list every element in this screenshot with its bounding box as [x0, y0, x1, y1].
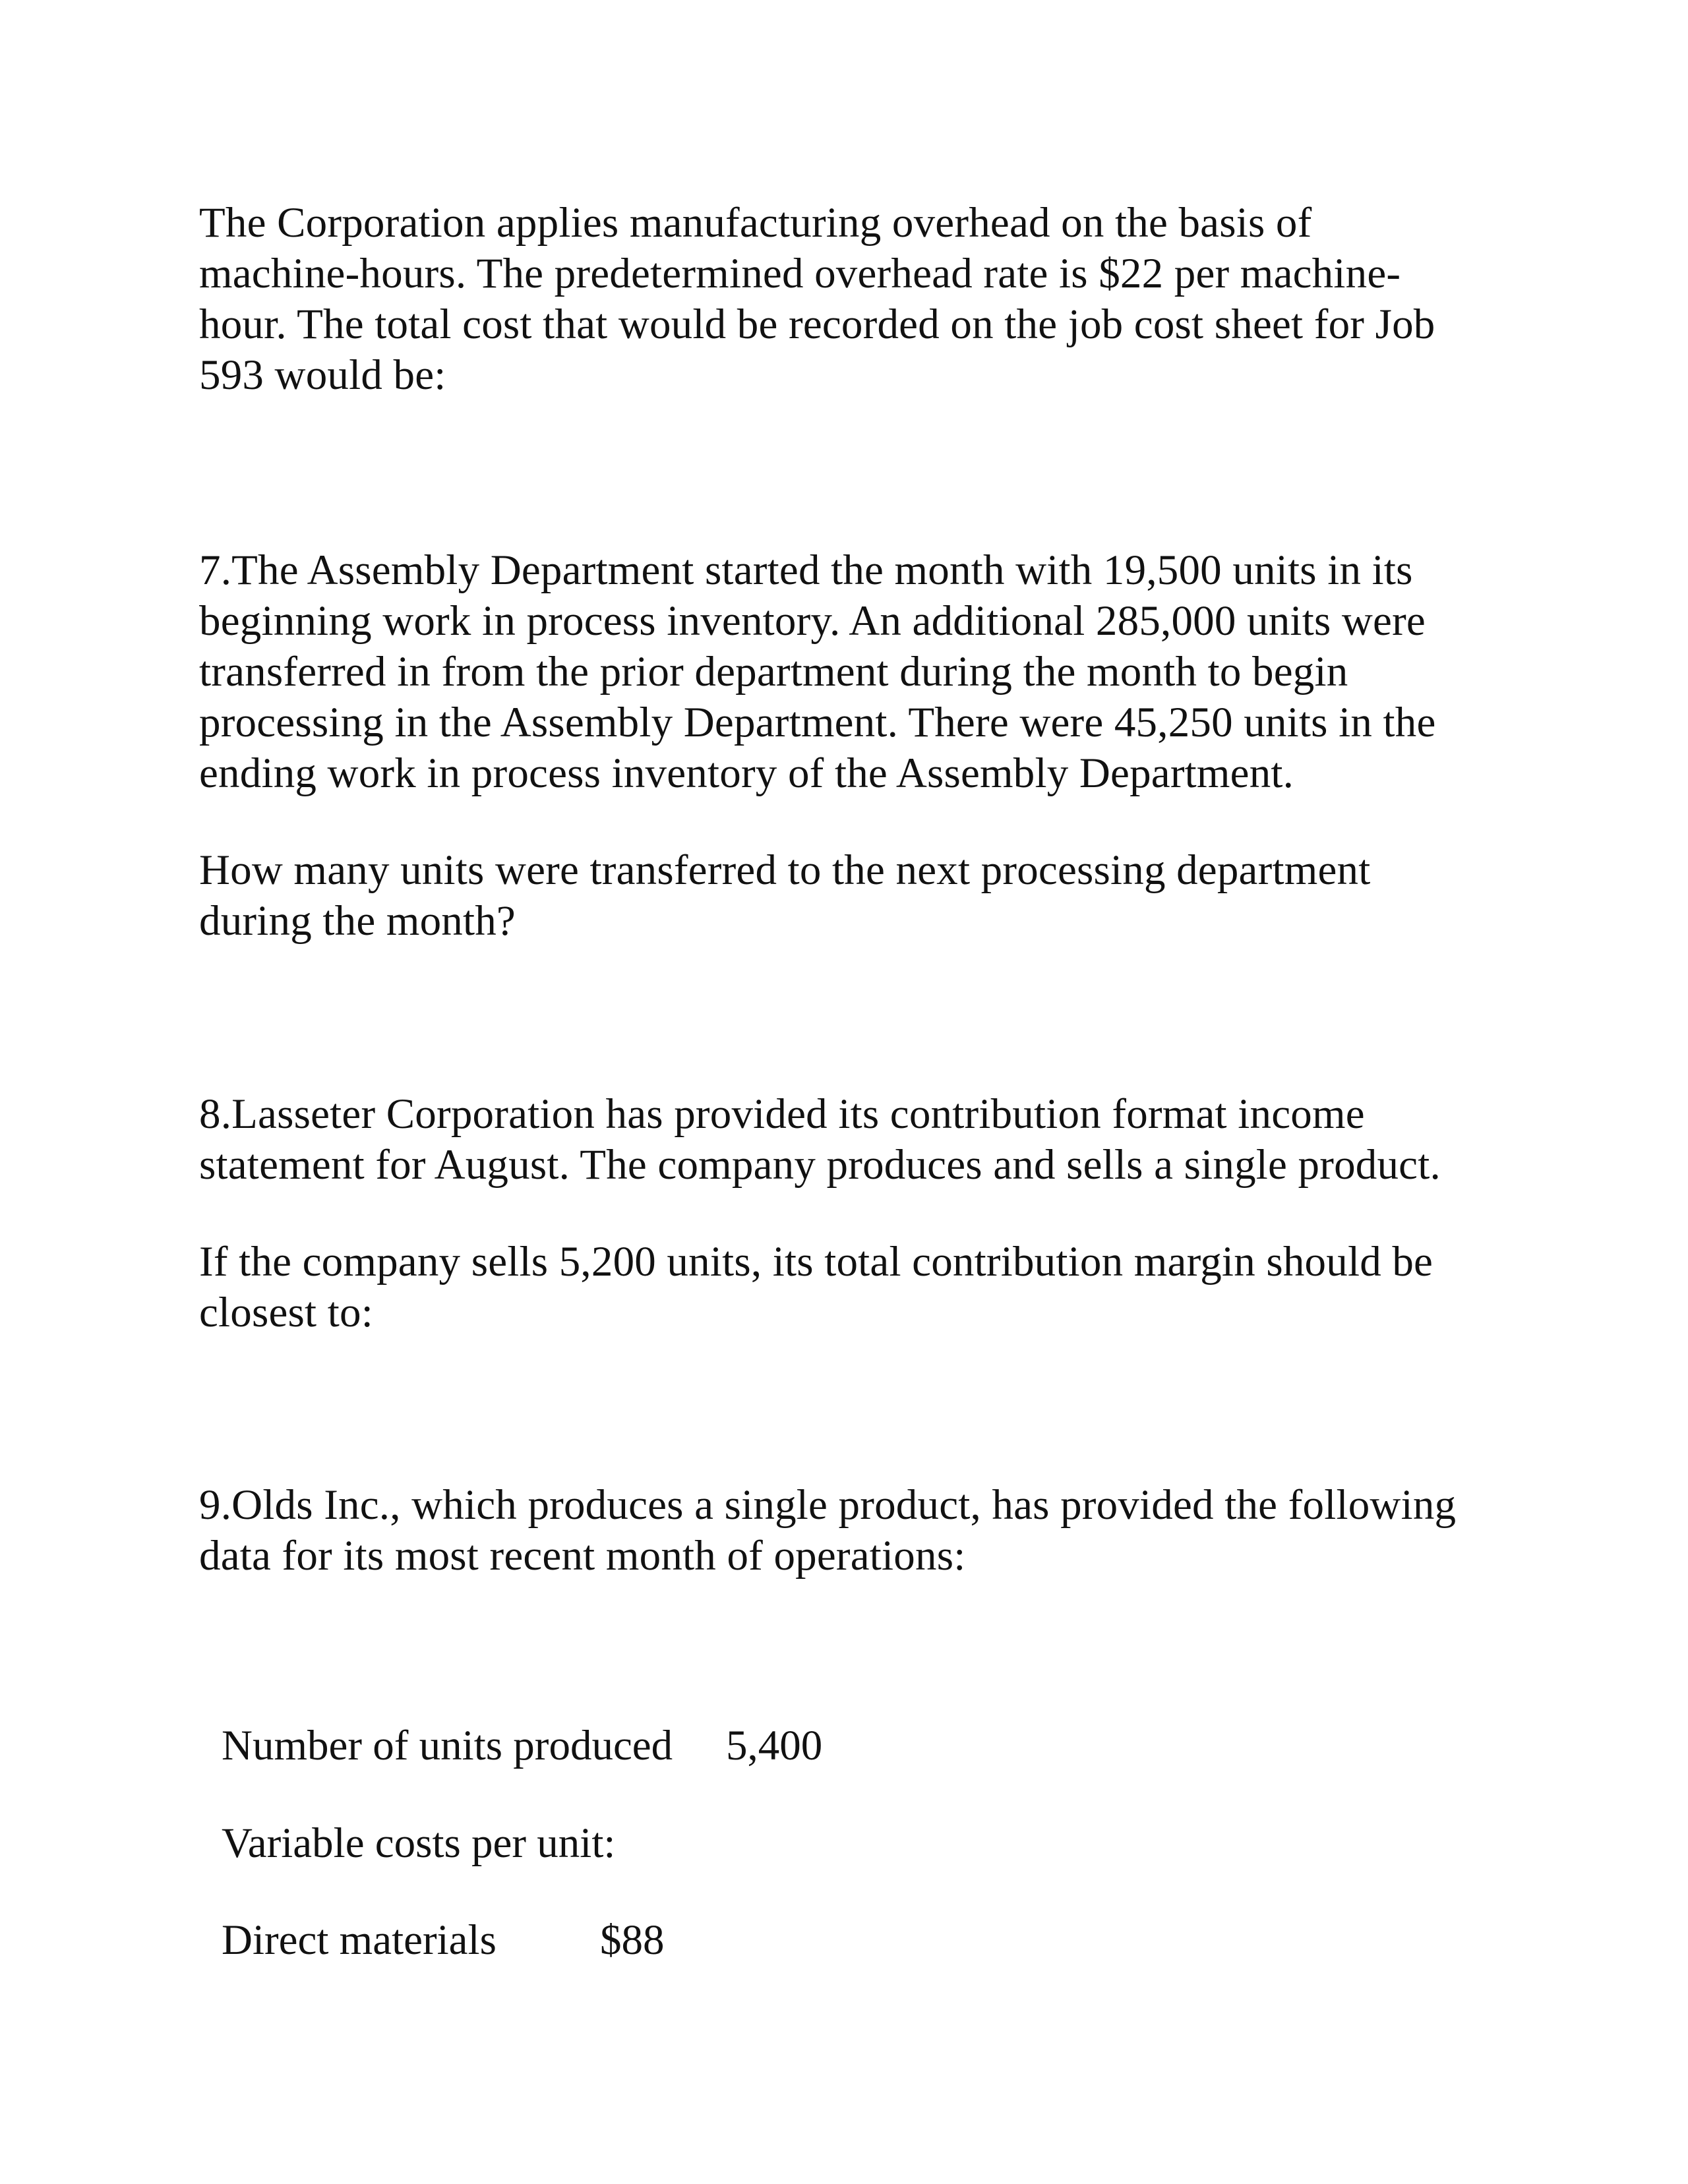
variable-costs-label: Variable costs per unit: [222, 1819, 616, 1867]
text-line: If the company sells 5,200 units, its total contribution margin should be [199, 1238, 1433, 1285]
text-line: during the month? [199, 897, 516, 945]
question-7-text [199, 545, 1518, 799]
units-produced-row [222, 1721, 823, 1771]
units-produced-label: Number of units produced [222, 1722, 673, 1769]
question-9-text [199, 1480, 1518, 1581]
question-8-prompt [199, 1237, 1518, 1338]
text-line: statement for August. The company produces and sells a single product. [199, 1141, 1441, 1189]
direct-materials-value: $88 [600, 1916, 665, 1964]
question-7-prompt [199, 845, 1518, 947]
text-line: machine-hours. The predetermined overhead rate is $22 per machine- [199, 250, 1401, 297]
text-line: beginning work in process inventory. An additional 285,000 units were [199, 597, 1426, 645]
units-produced-value: 5,400 [726, 1722, 823, 1769]
text-line: processing in the Assembly Department. There were 45,250 units in the [199, 699, 1436, 746]
direct-materials-row [222, 1915, 665, 1966]
text-line: 593 would be: [199, 351, 446, 399]
text-line: hour. The total cost that would be recorded on the job cost sheet for Job [199, 301, 1435, 348]
question-8-text [199, 1089, 1518, 1191]
text-line: transferred in from the prior department during the month to begin [199, 648, 1348, 695]
text-line: closest to: [199, 1289, 373, 1336]
direct-materials-label: Direct materials [222, 1916, 497, 1964]
text-line: How many units were transferred to the next processing department [199, 846, 1371, 894]
variable-costs-row [222, 1818, 615, 1869]
text-line: 8.Lasseter Corporation has provided its contribution format income [199, 1090, 1365, 1138]
text-line: The Corporation applies manufacturing overhead on the basis of [199, 199, 1312, 247]
text-line: ending work in process inventory of the Assembly Department. [199, 750, 1294, 797]
text-line: data for its most recent month of operations: [199, 1532, 966, 1579]
text-line: 7.The Assembly Department started the month with 19,500 units in its [199, 546, 1413, 594]
paragraph-overhead-intro [199, 198, 1518, 401]
text-line: 9.Olds Inc., which produces a single product, has provided the following [199, 1481, 1457, 1529]
